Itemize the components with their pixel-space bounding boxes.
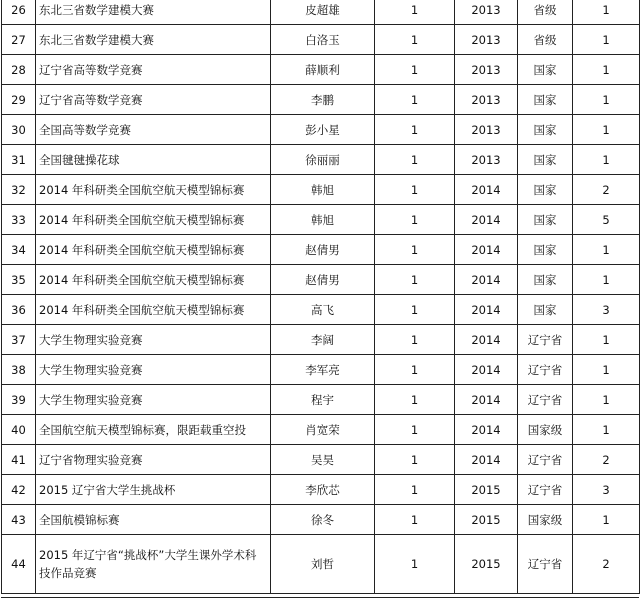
award-value-cell: 1 [573,25,640,55]
level-value-cell: 国家 [518,175,573,205]
award-value-cell: 5 [573,205,640,235]
award-value-cell: 2 [573,175,640,205]
level-value-cell: 国家 [518,85,573,115]
competition-name-cell: 2014 年科研类全国航空航天模型锦标赛 [36,235,271,265]
row-number-cell: 37 [2,325,36,355]
competition-name-cell: 大学生物理实验竞赛 [36,385,271,415]
table-row [2,55,640,85]
award-value-cell: 1 [573,415,640,445]
year-value-cell: 2015 [455,505,518,535]
table-bottom-edge [1,594,639,598]
student-name-cell: 肖宽荣 [271,415,375,445]
count-value-cell: 1 [375,145,455,175]
table-row [2,175,640,205]
level-value-cell: 省级 [518,25,573,55]
count-value-cell: 1 [375,235,455,265]
table-row [2,385,640,415]
student-name-cell: 李鹏 [271,85,375,115]
count-value-cell: 1 [375,505,455,535]
competition-name-cell: 东北三省数学建模大赛 [36,25,271,55]
year-value-cell: 2014 [455,205,518,235]
table-row [2,475,640,505]
row-number-cell: 30 [2,115,36,145]
year-value-cell: 2014 [455,355,518,385]
table-body [2,0,640,594]
year-value-cell: 2015 [455,535,518,594]
table-row [2,325,640,355]
year-value-cell: 2014 [455,445,518,475]
year-value-cell: 2014 [455,295,518,325]
count-value-cell: 1 [375,85,455,115]
student-name-cell: 白洛玉 [271,25,375,55]
student-name-cell: 程宇 [271,385,375,415]
row-number-cell: 43 [2,505,36,535]
student-name-cell: 徐丽丽 [271,145,375,175]
year-value-cell: 2013 [455,25,518,55]
competition-name-cell: 辽宁省高等数学竞赛 [36,85,271,115]
table-row [2,85,640,115]
student-name-cell: 李军亮 [271,355,375,385]
level-value-cell: 国家级 [518,415,573,445]
row-number-cell: 27 [2,25,36,55]
row-number-cell: 39 [2,385,36,415]
student-name-cell: 李欣芯 [271,475,375,505]
award-value-cell: 1 [573,0,640,25]
row-number-cell: 32 [2,175,36,205]
level-value-cell: 辽宁省 [518,385,573,415]
award-value-cell: 1 [573,55,640,85]
year-value-cell: 2014 [455,235,518,265]
table-row [2,25,640,55]
row-number-cell: 29 [2,85,36,115]
count-value-cell: 1 [375,295,455,325]
count-value-cell: 1 [375,175,455,205]
award-value-cell: 1 [573,235,640,265]
table-row [2,355,640,385]
level-value-cell: 国家 [518,265,573,295]
competition-name-cell: 全国毽毽操花球 [36,145,271,175]
table-row [2,0,640,25]
competition-name-cell: 辽宁省高等数学竞赛 [36,55,271,85]
competition-name-cell: 2014 年科研类全国航空航天模型锦标赛 [36,265,271,295]
year-value-cell: 2014 [455,325,518,355]
table-row [2,235,640,265]
year-value-cell: 2015 [455,475,518,505]
count-value-cell: 1 [375,445,455,475]
award-value-cell: 2 [573,535,640,594]
year-value-cell: 2014 [455,415,518,445]
competition-name-cell: 全国高等数学竞赛 [36,115,271,145]
row-number-cell: 35 [2,265,36,295]
level-value-cell: 国家 [518,235,573,265]
student-name-cell: 彭小星 [271,115,375,145]
student-name-cell: 高飞 [271,295,375,325]
row-number-cell: 36 [2,295,36,325]
award-value-cell: 3 [573,475,640,505]
table-row [2,145,640,175]
count-value-cell: 1 [375,325,455,355]
student-name-cell: 赵倩男 [271,265,375,295]
year-value-cell: 2013 [455,0,518,25]
level-value-cell: 辽宁省 [518,475,573,505]
award-value-cell: 1 [573,145,640,175]
competition-name-cell: 辽宁省物理实验竞赛 [36,445,271,475]
award-value-cell: 2 [573,445,640,475]
table-row [2,535,640,594]
student-name-cell: 赵倩男 [271,235,375,265]
competition-name-cell: 2015 年辽宁省“挑战杯”大学生课外学术科技作品竞赛 [36,535,271,594]
table-row [2,295,640,325]
count-value-cell: 1 [375,205,455,235]
year-value-cell: 2013 [455,115,518,145]
competition-name-cell: 大学生物理实验竞赛 [36,325,271,355]
award-value-cell: 1 [573,385,640,415]
student-name-cell: 韩旭 [271,175,375,205]
count-value-cell: 1 [375,535,455,594]
row-number-cell: 26 [2,0,36,25]
level-value-cell: 国家级 [518,505,573,535]
count-value-cell: 1 [375,55,455,85]
award-value-cell: 1 [573,85,640,115]
count-value-cell: 1 [375,355,455,385]
count-value-cell: 1 [375,475,455,505]
row-number-cell: 42 [2,475,36,505]
level-value-cell: 辽宁省 [518,445,573,475]
level-value-cell: 国家 [518,145,573,175]
student-name-cell: 薛顺利 [271,55,375,85]
level-value-cell: 国家 [518,295,573,325]
table-row [2,265,640,295]
table-row [2,205,640,235]
row-number-cell: 33 [2,205,36,235]
competition-name-cell: 2014 年科研类全国航空航天模型锦标赛 [36,295,271,325]
row-number-cell: 44 [2,535,36,594]
count-value-cell: 1 [375,115,455,145]
award-value-cell: 1 [573,355,640,385]
competition-name-cell: 2015 辽宁省大学生挑战杯 [36,475,271,505]
row-number-cell: 28 [2,55,36,85]
student-name-cell: 李阔 [271,325,375,355]
award-value-cell: 1 [573,265,640,295]
award-value-cell: 3 [573,295,640,325]
student-name-cell: 吴昊 [271,445,375,475]
level-value-cell: 辽宁省 [518,355,573,385]
count-value-cell: 1 [375,385,455,415]
row-number-cell: 31 [2,145,36,175]
competition-name-cell: 全国航模锦标赛 [36,505,271,535]
level-value-cell: 辽宁省 [518,535,573,594]
competition-name-cell: 全国航空航天模型锦标赛，限距载重空投 [36,415,271,445]
award-value-cell: 1 [573,505,640,535]
count-value-cell: 1 [375,265,455,295]
year-value-cell: 2013 [455,55,518,85]
level-value-cell: 省级 [518,0,573,25]
level-value-cell: 国家 [518,55,573,85]
level-value-cell: 辽宁省 [518,325,573,355]
table-row [2,505,640,535]
year-value-cell: 2014 [455,175,518,205]
level-value-cell: 国家 [518,115,573,145]
year-value-cell: 2013 [455,145,518,175]
count-value-cell: 1 [375,25,455,55]
count-value-cell: 1 [375,415,455,445]
award-value-cell: 1 [573,325,640,355]
student-name-cell: 韩旭 [271,205,375,235]
table-row [2,115,640,145]
count-value-cell: 1 [375,0,455,25]
competition-name-cell: 大学生物理实验竞赛 [36,355,271,385]
award-value-cell: 1 [573,115,640,145]
level-value-cell: 国家 [518,205,573,235]
student-name-cell: 徐冬 [271,505,375,535]
awards-table [1,0,640,594]
competition-name-cell: 东北三省数学建模大赛 [36,0,271,25]
year-value-cell: 2014 [455,265,518,295]
student-name-cell: 皮超雄 [271,0,375,25]
row-number-cell: 34 [2,235,36,265]
row-number-cell: 38 [2,355,36,385]
competition-name-cell: 2014 年科研类全国航空航天模型锦标赛 [36,205,271,235]
table-row [2,445,640,475]
table-row [2,415,640,445]
competition-name-cell: 2014 年科研类全国航空航天模型锦标赛 [36,175,271,205]
year-value-cell: 2013 [455,85,518,115]
student-name-cell: 刘哲 [271,535,375,594]
year-value-cell: 2014 [455,385,518,415]
row-number-cell: 41 [2,445,36,475]
row-number-cell: 40 [2,415,36,445]
